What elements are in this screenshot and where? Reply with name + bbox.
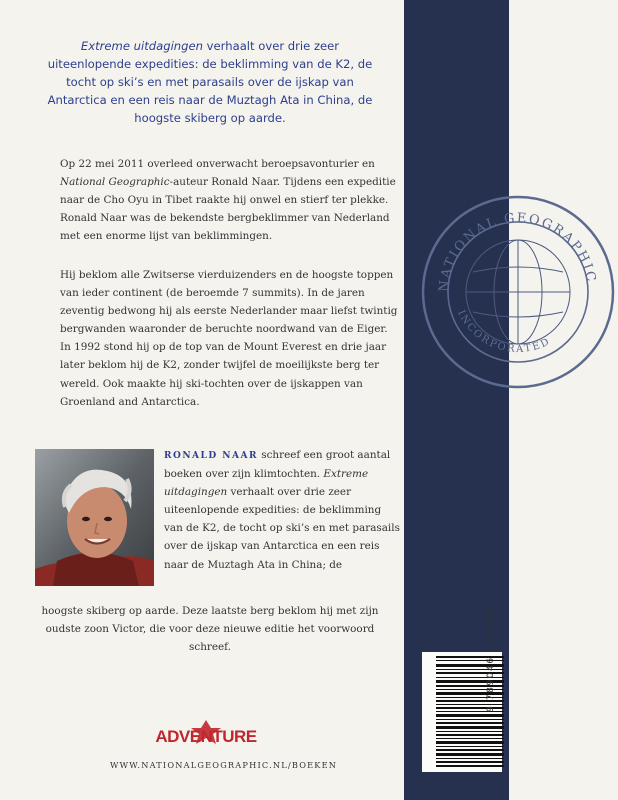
author-bio-text-b: verhaalt over drie zeer uiteenlopende expedities: de beklimming van de K2, de tocht op ski’s en met parasails over de ijskap van Antarctica en een reis naar de Muztagh Ata in China; de xyxy=(164,486,400,571)
seal-text-top: NATIONAL GEOGRAPHIC xyxy=(436,210,599,293)
author-name: RONALD NAAR xyxy=(164,451,258,461)
paragraph-2 xyxy=(60,266,400,411)
national-geographic-seal-icon xyxy=(418,192,618,392)
adventure-logo-text: ADVENTURE xyxy=(155,727,257,746)
seal-text-bottom: INCORPORATED xyxy=(455,308,553,356)
author-bio-book-title: Extreme uitdagingen xyxy=(164,468,369,499)
paragraph-1 xyxy=(60,155,400,245)
paragraph-2-text-b: , zonder twijfel de moeilijkste berg ter wereld. Ook maakte hij ski-tochten over de ijskappen van Groenland and Antarctica. xyxy=(60,359,380,408)
paragraph-2-text-a: Hij beklom alle Zwitserse vierduizenders en de hoogste toppen van ieder continent (de beroemde 7 summits). In de jaren zeventig bedwong hij als eerste Nederlander maar liefst twintig bergwanden waaronder de beruchte noordwand van de Eiger. In 1992 stond hij op de top van de Mount Everest en drie jaar later beklom hij de xyxy=(60,269,398,372)
website-url: WWW.NATIONALGEOGRAPHIC.NL/BOEKEN xyxy=(110,760,338,770)
paragraph-1-text-c: -auteur Ronald Naar. Tijdens een expeditie naar de Cho Oyu in Tibet raakte hij onwel en stierf ter plekke. Ronald Naar was de bekendste bergbeklimmer van Nederland met een enorme lijst van beklimmingen. xyxy=(60,176,396,243)
blurb-text: verhaalt over drie zeer uiteenlopende expedities: de beklimming van de K2, de tocht op ski’s en met parasails over de ijskap van Antarctica en een reis naar de Muztagh Ata in China, de hoogste skiberg op aarde. xyxy=(47,39,373,125)
adventure-logo-icon xyxy=(150,718,262,754)
author-portrait xyxy=(35,449,154,586)
paragraph-1-magazine: National Geographic xyxy=(60,176,170,189)
paragraph-2-k2: K2 xyxy=(162,359,177,372)
cover-blurb xyxy=(40,37,380,127)
author-photo xyxy=(35,449,154,586)
author-bio xyxy=(164,446,400,574)
blurb-title: Extreme uitdagingen xyxy=(80,39,203,53)
isbn-number: 9 789046 815098 xyxy=(486,607,496,712)
author-bio-continued: hoogste skiberg op aarde. Deze laatste berg beklom hij met zijn oudste zoon Victor, die voor deze nieuwe editie het voorwoord schreef. xyxy=(41,605,379,654)
paragraph-1-text-a: Op 22 mei 2011 overleed onverwacht beroepsavonturier en xyxy=(60,158,375,170)
author-bio-text-a: schreef een groot aantal boeken over zijn klimtochten. xyxy=(164,449,391,481)
